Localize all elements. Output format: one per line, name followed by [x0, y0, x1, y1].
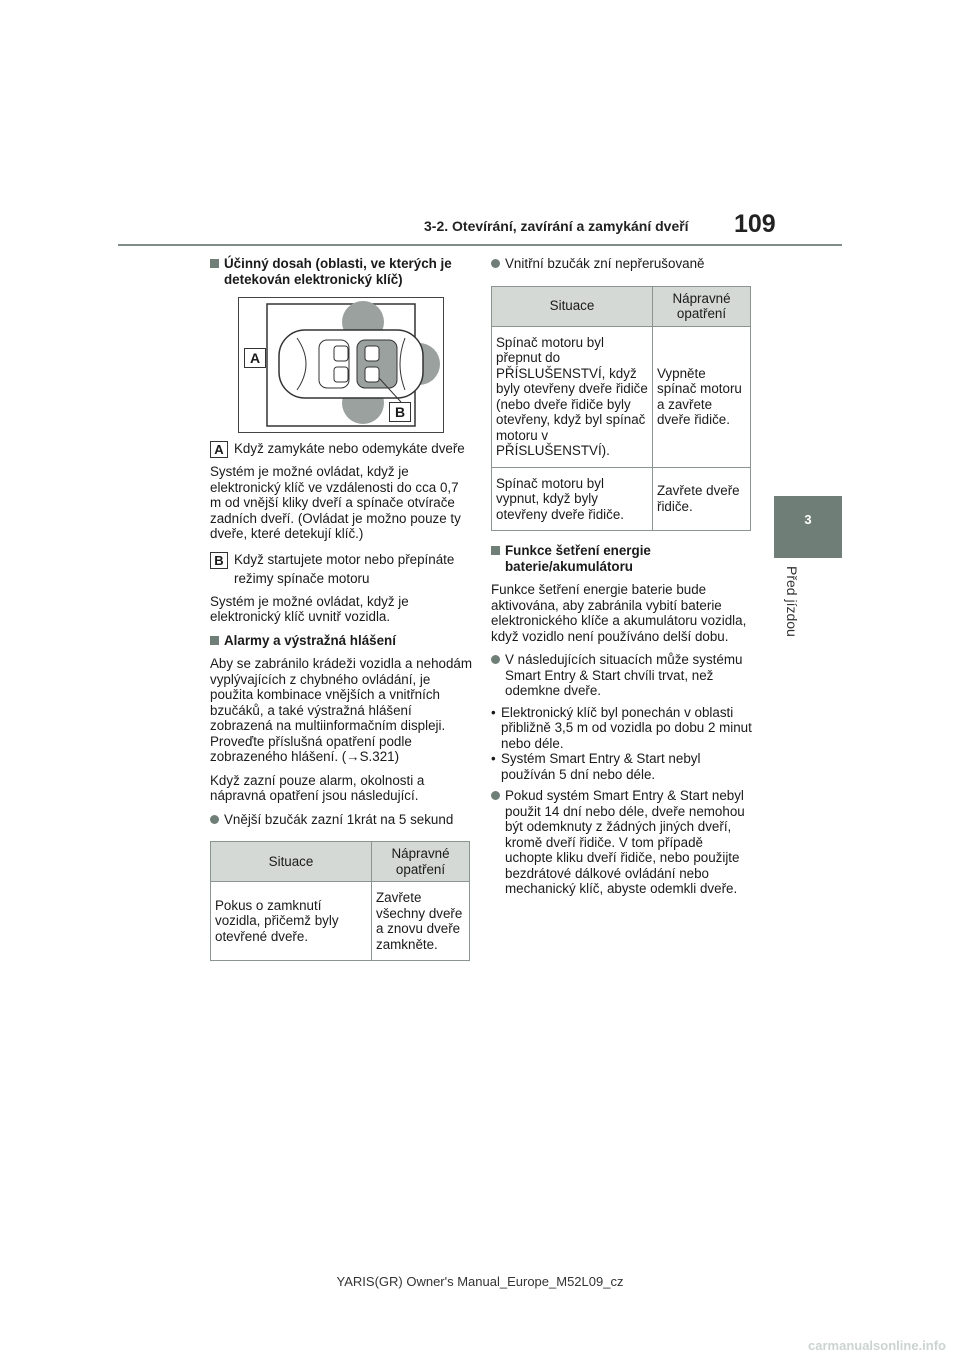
- bullet-14-days: Pokud systém Smart Entry & Start nebyl použit 14 dní nebo déle, dveře nemohou být odemknuty z žádných jiných dveří, kromě dveří řidiče. V tom případě uchopte kliku dveří řidiče, nebo použijte bezdrátové dálkové ovládání nebo mechanický klíč, abyste odemkli dveře.: [491, 788, 753, 897]
- figure-label-a: A: [244, 348, 266, 368]
- label-a-item: A Když zamykáte nebo odemykáte dveře: [210, 439, 472, 458]
- table-header: Nápravné opatření: [372, 842, 470, 882]
- footer-text: YARIS(GR) Owner's Manual_Europe_M52L09_cz: [336, 1274, 624, 1289]
- table-row: [492, 326, 751, 467]
- table-cell: Spínač motoru byl přepnut do PŘÍSLUŠENSTVÍ, když byly otevřeny dveře řidiče (nebo dveře řidiče byly otevřeny, když byl spínač motoru v PŘÍSLUŠENSTVÍ).: [492, 326, 653, 467]
- heading-alarms: Alarmy a výstražná hlášení: [210, 633, 472, 649]
- label-b-item: B Když startujete motor nebo přepínáte režimy spínače motoru: [210, 550, 472, 588]
- table-cell: Vypněte spínač motoru a zavřete dveře řidiče.: [653, 326, 751, 467]
- car-diagram: [239, 298, 443, 432]
- label-a-description: Systém je možné ovládat, když je elektronický klíč ve vzdálenosti do cca 0,7 m od vnější kliky dveří a spínače otvírače zadních dveří. (Ovládat je možno pouze ty dveře, které detekují klíč.): [210, 464, 461, 541]
- car-range-figure: [238, 297, 444, 433]
- table-cell: Pokus o zamknutí vozidla, přičemž byly otevřené dveře.: [211, 882, 372, 961]
- circle-bullet-icon: [491, 791, 500, 800]
- label-a-box: A: [210, 441, 228, 458]
- square-bullet-icon: [210, 636, 219, 645]
- bullet-external-buzzer: Vnější bzučák zazní 1krát na 5 sekund: [210, 812, 472, 828]
- circle-bullet-icon: [210, 815, 219, 824]
- table-cell: Spínač motoru byl vypnut, když byly otevřeny dveře řidiče.: [492, 467, 653, 531]
- sub-item: • Systém Smart Entry & Start nebyl používán 5 dní nebo déle.: [491, 751, 701, 782]
- left-column: [210, 256, 472, 973]
- page-number: 109: [734, 210, 776, 238]
- bullet-internal-buzzer: Vnitřní bzučák zní nepřerušovaně: [491, 256, 753, 272]
- table-cell: Zavřete dveře řidiče.: [653, 467, 751, 531]
- label-b-box: B: [210, 552, 228, 569]
- watermark: carmanualsonline.info: [808, 1338, 946, 1353]
- table-header: Situace: [211, 842, 372, 882]
- chapter-title: Před jízdou: [784, 566, 800, 637]
- chapter-tab: 3: [774, 496, 842, 558]
- alarm-paragraph: Aby se zabránilo krádeži vozidla a nehodám vyplývajících z chybného ovládání, je použita kombinace vnějších a vnitřních bzučáků, a také výstražná hlášení zobrazená na multiinformačním displeji. Proveďte příslušná opatření podle zobrazeného hlášení. (→S.321): [210, 656, 473, 764]
- situation-table-2: [491, 286, 751, 532]
- table-header: Nápravné opatření: [653, 286, 751, 326]
- table-header: Situace: [492, 286, 653, 326]
- figure-label-b: B: [389, 402, 411, 422]
- situation-table-1: [210, 841, 470, 961]
- alarm-paragraph-2: Když zazní pouze alarm, okolnosti a nápravná opatření jsou následující.: [210, 772, 425, 803]
- right-column: [491, 256, 753, 903]
- sub-item: • Elektronický klíč byl ponechán v oblasti přibližně 3,5 m od vozidla po dobu 2 minut nebo déle.: [491, 704, 752, 751]
- table-row: [492, 467, 751, 531]
- bullet-delay: V následujících situacích může systému Smart Entry & Start chvíli trvat, než odemkne dveře.: [491, 652, 753, 699]
- circle-bullet-icon: [491, 259, 500, 268]
- heading-effective-range: Účinný dosah (oblasti, ve kterých je detekován elektronický klíč): [210, 256, 472, 287]
- heading-battery-saving: Funkce šetření energie baterie/akumulátoru: [491, 543, 753, 574]
- battery-paragraph: Funkce šetření energie baterie bude aktivována, aby zabránila vybití baterie elektronického klíče a akumulátoru vozidla, když vozidlo není používáno delší dobu.: [491, 582, 747, 644]
- table-cell: Zavřete všechny dveře a znovu dveře zamkněte.: [372, 882, 470, 961]
- label-b-description: Systém je možné ovládat, když je elektronický klíč uvnitř vozidla.: [210, 593, 409, 624]
- header-rule: [118, 244, 842, 246]
- section-title: 3-2. Otevírání, zavírání a zamykání dveří: [424, 218, 689, 234]
- circle-bullet-icon: [491, 655, 500, 664]
- square-bullet-icon: [491, 546, 500, 555]
- table-row: [211, 882, 470, 961]
- square-bullet-icon: [210, 259, 219, 268]
